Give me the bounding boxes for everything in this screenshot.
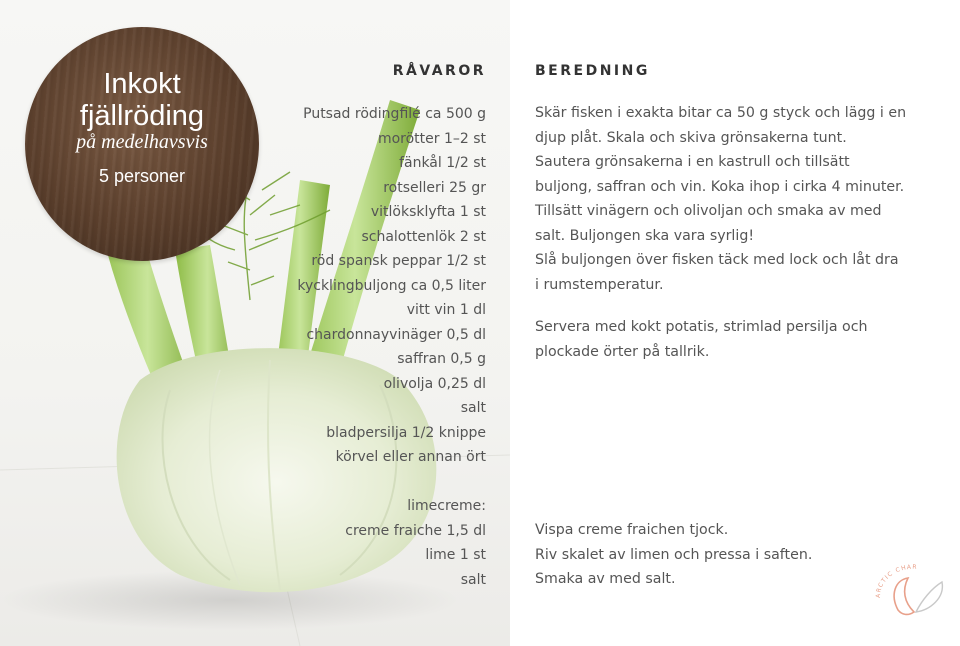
lime-cream-instructions [535, 518, 812, 592]
text-line: Sautera grönsakerna i en kastrull och tillsätt [535, 154, 850, 170]
serving-instructions [535, 315, 868, 364]
ingredient-item: olivolja 0,25 dl [383, 375, 486, 392]
ingredient-item: schalottenlök 2 st [361, 228, 486, 245]
text-line: Tillsätt vinägern och olivoljan och smaka av med [535, 203, 882, 219]
recipe-subtitle: på medelhavsvis [76, 131, 208, 153]
text-line: salt. Buljongen ska vara syrlig! [535, 227, 755, 244]
ingredient-item: kycklingbuljong ca 0,5 liter [297, 277, 486, 294]
text-line: Skär fisken i exakta bitar ca 50 g styck och lägg i en [535, 105, 907, 121]
ingredient-item: morötter 1–2 st [377, 130, 486, 147]
preparation-steps [535, 101, 906, 297]
ingredient-item: vitt vin 1 dl [406, 302, 486, 318]
logo-text: ARCTIC CHAR [874, 563, 918, 599]
ingredient-item: rotselleri 25 gr [383, 179, 486, 196]
lime-ingredient-item: creme fraiche 1,5 dl [345, 522, 486, 539]
text-line: Vispa creme fraichen tjock. [535, 522, 729, 538]
text-line: Riv skalet av limen och pressa i saften. [535, 546, 813, 563]
text-line: Smaka av med salt. [535, 571, 676, 587]
text-line: i rumstemperatur. [535, 276, 664, 293]
title-badge [25, 27, 259, 261]
title-line2: fjällröding [79, 100, 205, 132]
servings: 5 personer [98, 166, 186, 186]
fish-logo-icon [870, 560, 955, 620]
text-line: buljong, saffran och vin. Koka ihop i cirka 4 minuter. [535, 178, 905, 195]
lime-ingredient-item: salt [460, 571, 486, 588]
title-line1: Inkokt [103, 68, 181, 100]
preparation-heading: BEREDNING [535, 63, 650, 79]
ingredient-item: chardonnayvinäger 0,5 dl [306, 326, 486, 343]
lime-ingredient-item: limecreme: [407, 498, 486, 514]
ingredient-item: fänkål 1/2 st [399, 155, 486, 171]
ingredient-item: bladpersilja 1/2 knippe [326, 424, 486, 441]
ingredient-item: vitlöksklyfta 1 st [370, 204, 486, 220]
text-line: Servera med kokt potatis, strimlad persilja och [535, 319, 868, 335]
ingredients-list [297, 102, 486, 470]
ingredient-item: Putsad rödingfilé ca 500 g [303, 106, 486, 122]
ingredients-heading: RÅVAROR [392, 63, 486, 79]
ingredient-item: körvel eller annan ört [335, 449, 486, 465]
lime-cream-list [345, 494, 486, 592]
ingredient-item: salt [460, 400, 486, 416]
recipe-title [25, 68, 259, 132]
text-line: plockade örter på tallrik. [535, 343, 710, 360]
lime-ingredient-item: lime 1 st [425, 547, 486, 563]
ingredient-item: saffran 0,5 g [397, 351, 486, 367]
arctic-char-logo [870, 560, 955, 620]
text-line: djup plåt. Skala och skiva grönsakerna tunt. [535, 129, 847, 146]
ingredient-item: röd spansk peppar 1/2 st [311, 253, 486, 269]
text-line: Slå buljongen över fisken täck med lock och låt dra [535, 252, 899, 268]
